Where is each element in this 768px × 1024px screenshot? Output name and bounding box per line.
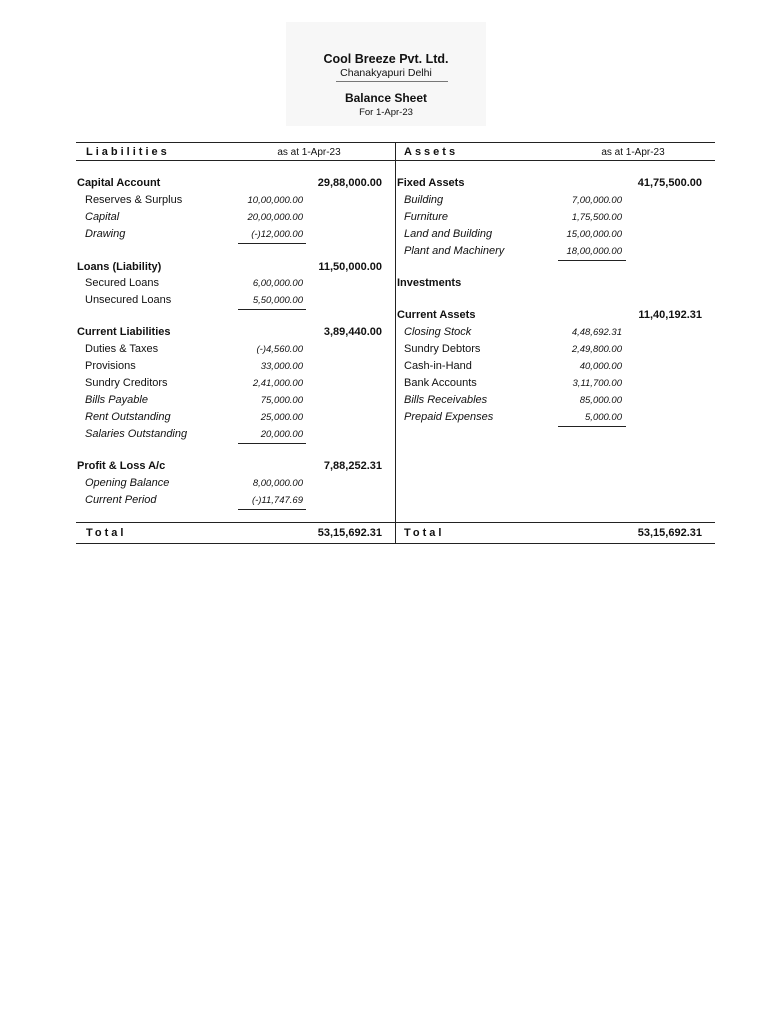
ledger-value: 20,000.00 (260, 429, 303, 440)
subtotal-rule (238, 309, 306, 310)
ledger-value: 75,000.00 (260, 395, 303, 406)
ledger-label: Land and Building (404, 228, 493, 240)
ledger-label: Closing Stock (404, 326, 472, 338)
liabilities-total-label: Total (86, 527, 127, 539)
liabilities-total-amount: 53,15,692.31 (317, 527, 382, 539)
ledger-label: Unsecured Loans (85, 294, 172, 306)
ledger-value: 3,11,700.00 (572, 378, 622, 389)
company-name: Cool Breeze Pvt. Ltd. (323, 52, 449, 66)
ledger-label: Prepaid Expenses (404, 411, 494, 423)
ledger-value: 40,000.00 (579, 361, 622, 372)
ledger-label: Bills Receivables (404, 394, 488, 406)
group-current-assets: Current Assets (397, 309, 476, 321)
group-fixed-assets: Fixed Assets (397, 177, 465, 189)
ledger-label: Sundry Creditors (85, 377, 168, 389)
report-title: Balance Sheet (344, 91, 428, 105)
ledger-label: Furniture (404, 211, 449, 223)
ledger-label: Opening Balance (85, 477, 170, 489)
subtotal-rule (238, 243, 306, 244)
group-current-liabilities: Current Liabilities (77, 326, 171, 338)
ledger-value: 33,000.00 (260, 361, 303, 372)
group-capital-account: Capital Account (77, 177, 161, 189)
liabilities-heading: Liabilities (86, 146, 170, 158)
ledger-label: Provisions (85, 360, 136, 372)
ledger-label: Cash-in-Hand (404, 360, 472, 372)
ledger-label: Building (404, 194, 444, 206)
company-address: Chanakyapuri Delhi (340, 67, 432, 79)
group-amount: 29,88,000.00 (317, 177, 382, 189)
ledger-value: 2,41,000.00 (252, 378, 303, 389)
liabilities-date: as at 1-Apr-23 (277, 147, 341, 158)
subtotal-rule (558, 260, 626, 261)
ledger-label: Bills Payable (85, 394, 148, 406)
ledger-label: Secured Loans (85, 277, 159, 289)
report-period: For 1-Apr-23 (359, 107, 413, 118)
ledger-value: 6,00,000.00 (252, 278, 303, 289)
ledger-value: 5,50,000.00 (252, 295, 303, 306)
subtotal-rule (558, 426, 626, 427)
ledger-value: 18,00,000.00 (566, 246, 622, 257)
ledger-label: Sundry Debtors (404, 343, 481, 355)
assets-total-amount: 53,15,692.31 (637, 527, 702, 539)
ledger-label: Drawing (85, 228, 126, 240)
assets-date: as at 1-Apr-23 (601, 147, 665, 158)
assets-total-label: Total (404, 527, 445, 539)
subtotal-rule (238, 443, 306, 444)
group-amount: 11,40,192.31 (638, 309, 702, 321)
ledger-value: 8,00,000.00 (252, 478, 303, 489)
group-investments: Investments (397, 277, 462, 289)
group-amount: 3,89,440.00 (323, 326, 382, 338)
ledger-value: 4,48,692.31 (571, 327, 622, 338)
ledger-label: Salaries Outstanding (85, 428, 188, 440)
group-amount: 7,88,252.31 (323, 460, 382, 472)
ledger-value: 10,00,000.00 (247, 195, 303, 206)
ledger-label: Rent Outstanding (85, 411, 171, 423)
ledger-value: 7,00,000.00 (571, 195, 622, 206)
ledger-value: 85,000.00 (579, 395, 622, 406)
subtotal-rule (238, 509, 306, 510)
center-divider (395, 142, 396, 544)
ledger-value: 15,00,000.00 (566, 229, 622, 240)
group-amount: 11,50,000.00 (318, 261, 382, 273)
group-loans: Loans (Liability) (77, 261, 162, 273)
ledger-label: Capital (85, 211, 120, 223)
ledger-value: (-)4,560.00 (256, 344, 303, 355)
ledger-label: Duties & Taxes (85, 343, 159, 355)
ledger-value: (-)11,747.69 (251, 495, 303, 506)
ledger-label: Current Period (85, 494, 157, 506)
ledger-value: 5,000.00 (585, 412, 622, 423)
ledger-value: 20,00,000.00 (247, 212, 303, 223)
ledger-value: 1,75,500.00 (571, 212, 622, 223)
ledger-label: Bank Accounts (404, 377, 477, 389)
assets-heading: Assets (404, 146, 459, 158)
address-underline (336, 81, 448, 82)
ledger-value: 2,49,800.00 (571, 344, 622, 355)
ledger-value: 25,000.00 (260, 412, 303, 423)
group-profit-loss: Profit & Loss A/c (77, 460, 166, 472)
ledger-value: (-)12,000.00 (251, 229, 303, 240)
ledger-label: Plant and Machinery (404, 245, 505, 257)
ledger-label: Reserves & Surplus (85, 194, 183, 206)
group-amount: 41,75,500.00 (637, 177, 702, 189)
